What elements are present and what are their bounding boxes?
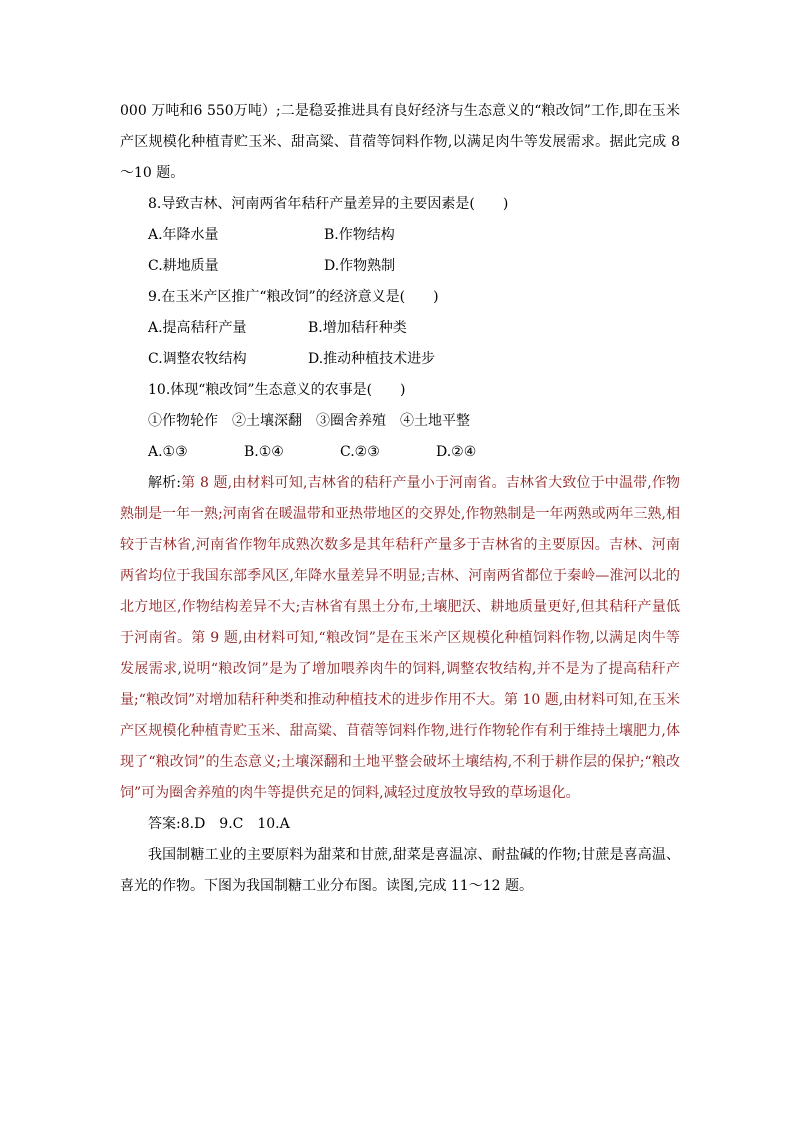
intro-paragraph: 000 万吨和6 550万吨）;二是稳妥推进具有良好经济与生态意义的“粮改饲”工作,即在玉米产区规模化种植青贮玉米、甜高粱、苜蓿等饲料作物,以满足肉牛等发展需求。据此完成 8～10 题。	[120, 103, 680, 181]
option-row	[120, 344, 680, 375]
question-9	[120, 282, 680, 375]
analysis-text: 第 8 题,由材料可知,吉林省的秸秆产量小于河南省。吉林省大致位于中温带,作物熟制是一年一熟;河南省在暖温带和亚热带地区的交界处,作物熟制是一年两熟或两年三熟,相较于吉林省,河南省作物年成熟次数多是其年秸秆产量多于吉林省的主要原因。吉林、河南两省均位于我国东部季风区,年降水量差异不明显;吉林、河南两省都位于秦岭—淮河以北的北方地区,作物结构差异不大;吉林省有黑土分布,土壤肥沃、耕地质量更好,但其秸秆产量低于河南省。第 9 题,由材料可知,“粮改饲”是在玉米产区规模化种植饲料作物,以满足肉牛等发展需求,说明“粮改饲”是为了增加喂养肉牛的饲料,调整农牧结构,并不是为了提高秸秆产量;“粮改饲”对增加秸秆种类和推动种植技术的进步作用不大。第 10 题,由材料可知,在玉米产区规模化种植青贮玉米、甜高粱、苜蓿等饲料作物,进行作物轮作有利于维持土壤肥力,体现了“粮改饲”的生态意义;土壤深翻和土地平整会破坏土壤结构,不利于耕作层的保护;“粮改饲”可为圈舍养殖的肉牛等提供充足的饲料,减轻过度放牧导致的草场退化。	[120, 475, 681, 801]
question-stem: 8.导致吉林、河南两省年秸秆产量差异的主要因素是( )	[148, 196, 509, 212]
option-c: C.调整农牧结构	[148, 351, 247, 367]
option-b: B.①④	[244, 444, 284, 460]
option-row	[120, 313, 680, 344]
analysis-label: 解析:	[148, 475, 182, 491]
option-row	[120, 251, 680, 282]
option-d: D.作物熟制	[324, 258, 396, 274]
option-c: C.耕地质量	[148, 258, 219, 274]
option-d: D.推动种植技术进步	[308, 351, 436, 367]
option-d: D.②④	[436, 444, 477, 460]
next-paragraph: 我国制糖工业的主要原料为甜菜和甘蔗,甜菜是喜温凉、耐盐碱的作物;甘蔗是喜高温、喜光的作物。下图为我国制糖工业分布图。读图,完成 11～12 题。	[120, 847, 680, 894]
option-row	[120, 220, 680, 251]
option-row	[120, 437, 680, 468]
option-a: A.①③	[148, 444, 188, 460]
question-items: ①作物轮作 ②土壤深翻 ③圈舍养殖 ④土地平整	[148, 413, 470, 429]
option-c: C.②③	[340, 444, 380, 460]
answer-line: 答案:8.D 9.C 10.A	[148, 816, 290, 832]
option-b: B.增加秸秆种类	[308, 320, 407, 336]
question-10	[120, 375, 680, 468]
question-stem: 9.在玉米产区推广“粮改饲”的经济意义是( )	[148, 289, 439, 305]
option-a: A.提高秸秆产量	[148, 320, 247, 336]
option-b: B.作物结构	[324, 227, 395, 243]
question-stem: 10.体现“粮改饲”生态意义的农事是( )	[148, 382, 406, 398]
analysis-paragraph	[120, 468, 680, 809]
document-content	[120, 96, 680, 902]
option-a: A.年降水量	[148, 227, 219, 243]
question-8	[120, 189, 680, 282]
